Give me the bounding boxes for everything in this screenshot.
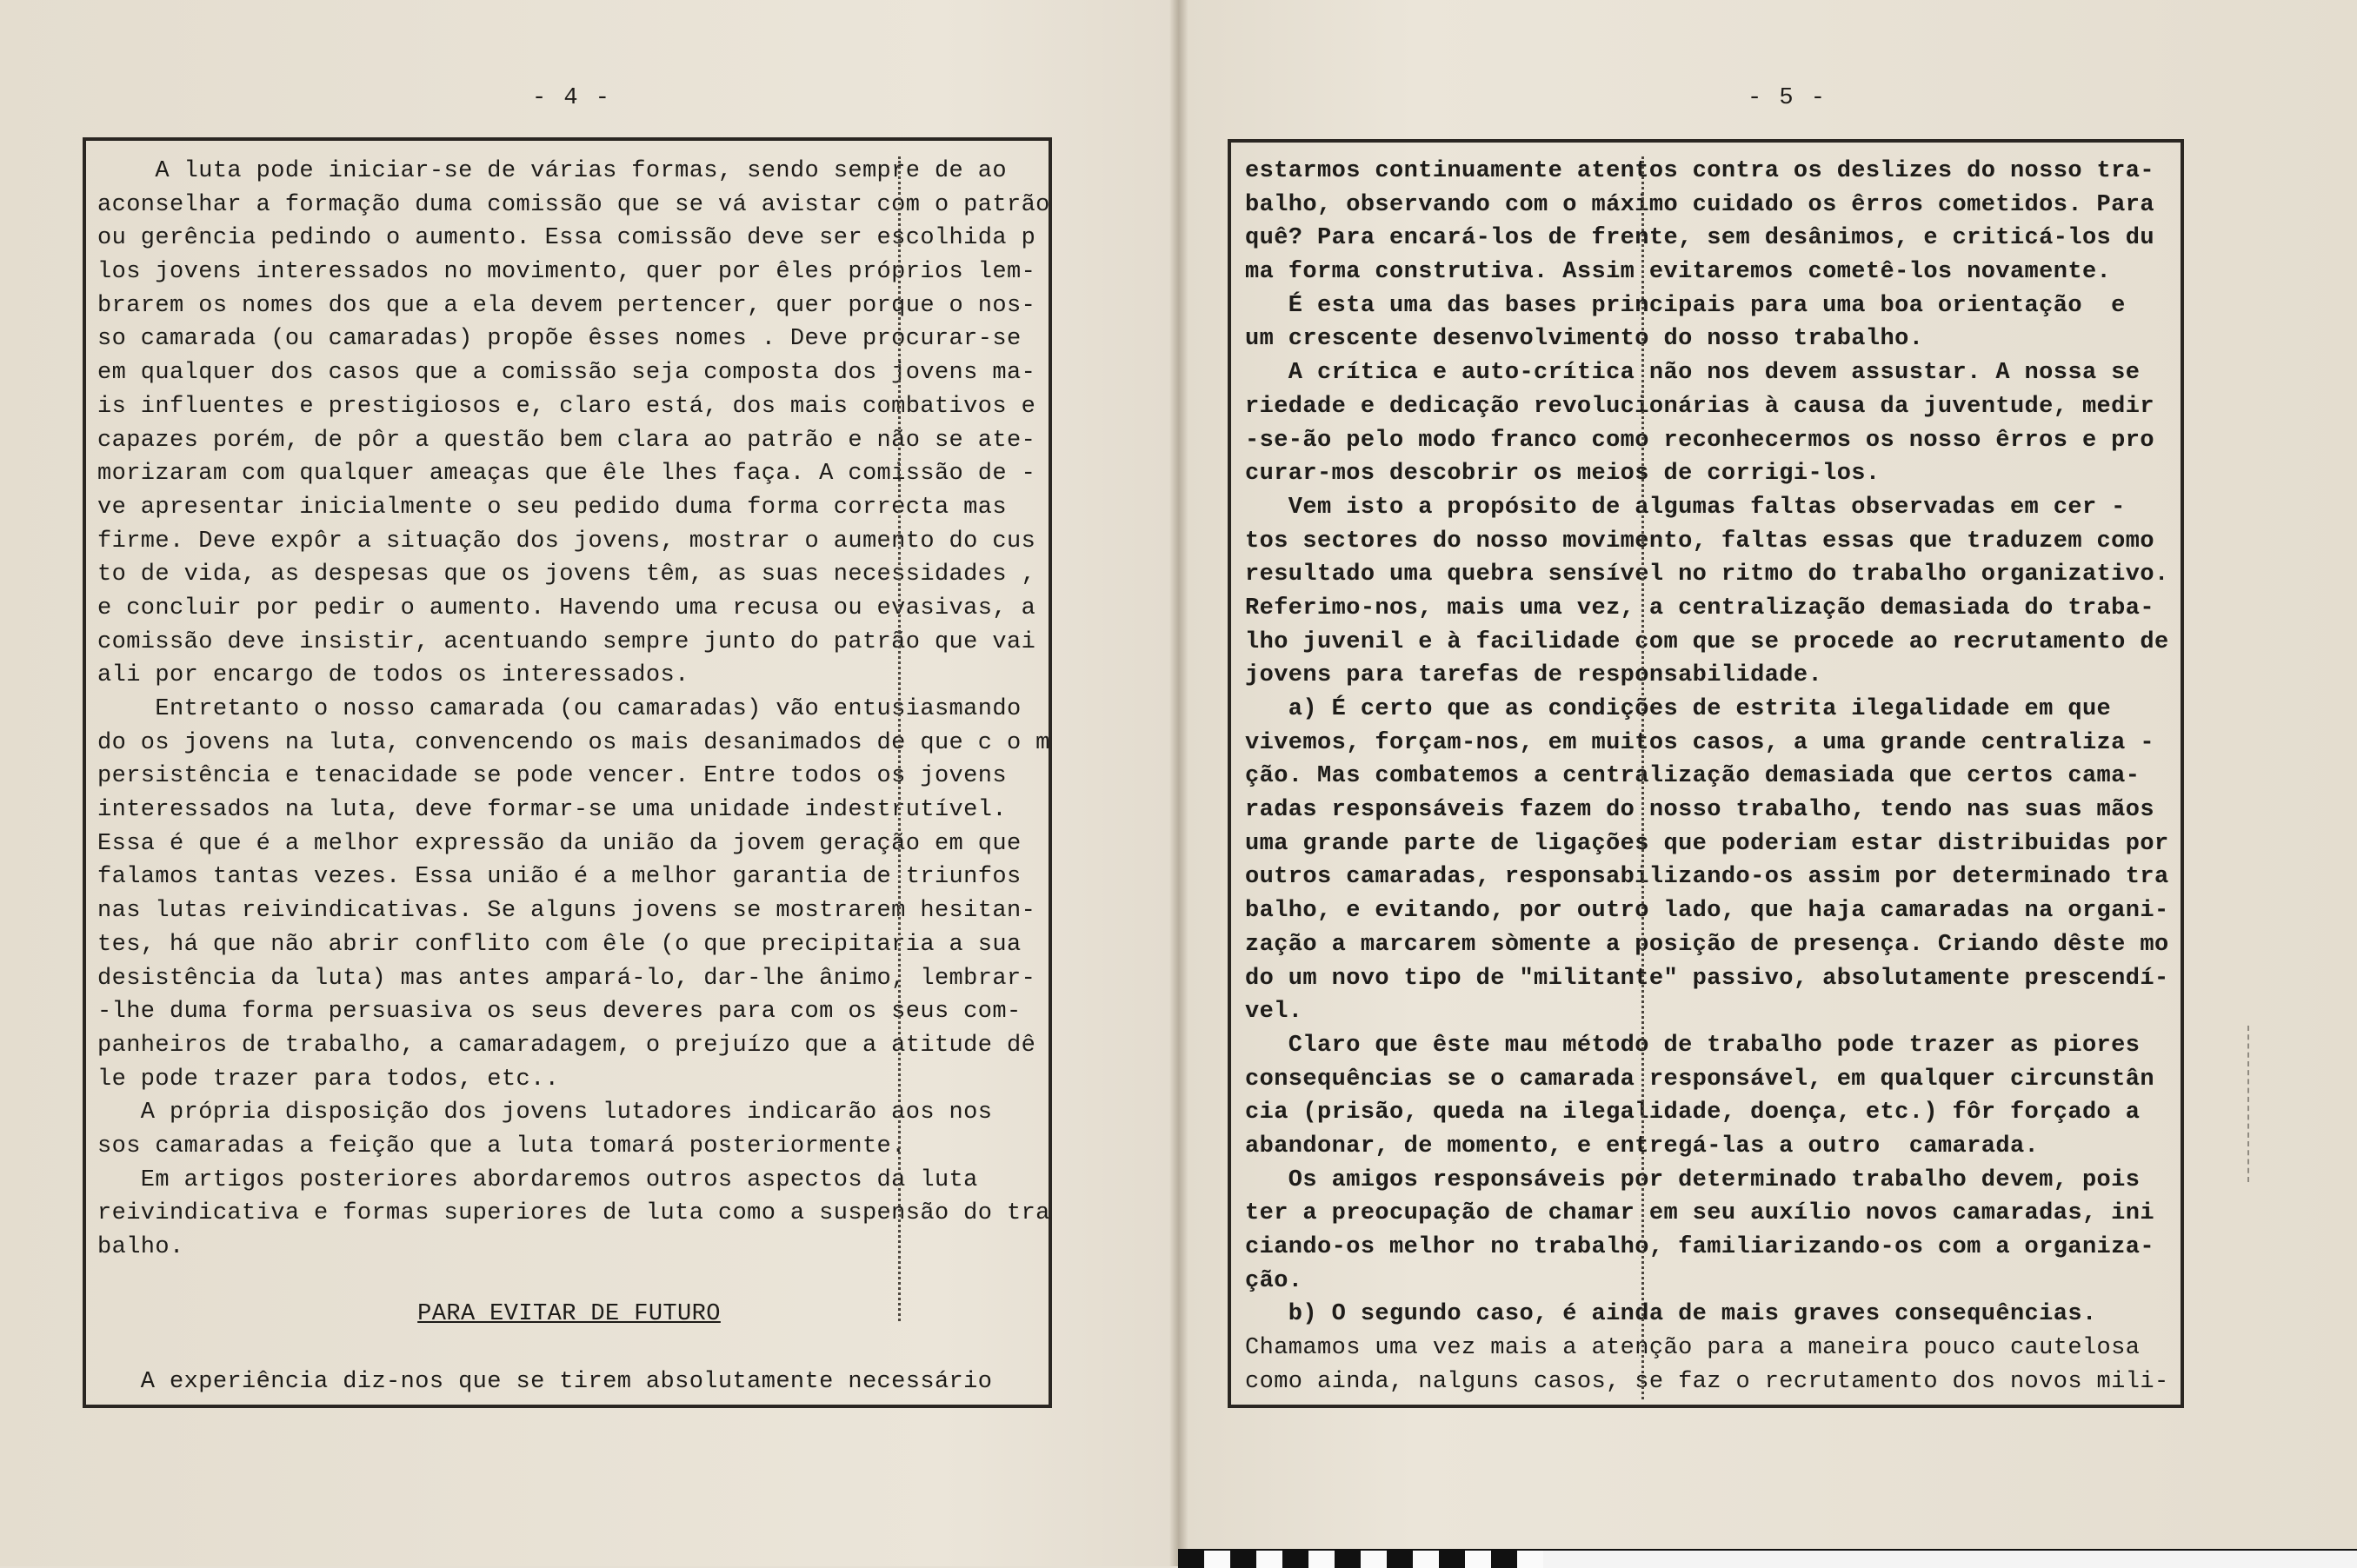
book-gutter: [1169, 0, 1188, 1566]
text-line: balho.: [97, 1234, 184, 1260]
text-line: Em artigos posteriores abordaremos outros aspectos da luta: [97, 1166, 978, 1193]
text-line: como ainda, nalguns casos, se faz o recrutamento dos novos mili-: [1245, 1368, 2169, 1395]
text-line: b) O segundo caso, é ainda de mais graves consequências.: [1245, 1301, 2097, 1328]
text-line: ali por encargo de todos os interessados.: [97, 662, 689, 689]
text-line: Entretanto o nosso camarada (ou camaradas) vão entusiasmando: [97, 696, 1022, 722]
text-line: sos camaradas a feição que a luta tomará posteriormente.: [97, 1133, 906, 1159]
text-line: resultado uma quebra sensível no ritmo do trabalho organizativo.: [1245, 561, 2169, 588]
text-line: riedade e dedicação revolucionárias à causa da juventude, medir: [1245, 393, 2154, 420]
scale-bar-strip: [1543, 1549, 2357, 1568]
text-line: quê? Para encará-los de frente, sem desânimos, e criticá-los du: [1245, 225, 2154, 252]
text-line: uma grande parte de ligações que poderiam estar distribuidas por: [1245, 830, 2169, 857]
text-line: vel.: [1245, 999, 1303, 1026]
text-line: radas responsáveis fazem do nosso trabalho, tendo nas suas mãos: [1245, 797, 2154, 824]
text-line: capazes porém, de pôr a questão bem clara ao patrão e não se ate-: [97, 427, 1036, 454]
text-line: jovens para tarefas de responsabilidade.: [1245, 662, 1823, 689]
text-line: nas lutas reivindicativas. Se alguns jovens se mostrarem hesitan-: [97, 898, 1036, 925]
text-line: morizaram com qualquer ameaças que êle lhes faça. A comissão de -: [97, 461, 1036, 488]
text-line: a) É certo que as condições de estrita ilegalidade em que: [1245, 696, 2112, 722]
margin-annotation-marks: [2247, 1026, 2260, 1182]
text-line: ção. Mas combatemos a centralização demasiada que certos cama-: [1245, 763, 2141, 790]
text-line: Referimo-nos, mais uma vez, a centralização demasiada do traba-: [1245, 595, 2154, 621]
text-line: [97, 1332, 1041, 1365]
text-line: persistência e tenacidade se pode vencer. Entre todos os jovens: [97, 763, 1007, 790]
text-line: vivemos, forçam-nos, em muitos casos, a uma grande centraliza -: [1245, 729, 2154, 756]
text-line: so camarada (ou camaradas) propõe êsses nomes . Deve procurar-se: [97, 326, 1022, 353]
text-line: tos sectores do nosso movimento, faltas essas que traduzem como: [1245, 528, 2154, 555]
text-line: A experiência diz-nos que se tirem absolutamente necessário: [97, 1368, 993, 1395]
text-line: le pode trazer para todos, etc..: [97, 1066, 560, 1093]
right-fold-mark: [1641, 156, 1644, 1399]
text-line: is influentes e prestigiosos e, claro está, dos mais combativos e: [97, 393, 1036, 420]
text-line: to de vida, as despesas que os jovens têm, as suas necessidades ,: [97, 561, 1036, 588]
text-line: ma forma construtiva. Assim evitaremos cometê-los novamente.: [1245, 259, 2112, 286]
text-line: -se-ão pelo modo franco como reconhecermos os nosso êrros e pro: [1245, 427, 2154, 454]
text-line: ve apresentar inicialmente o seu pedido duma forma correcta mas: [97, 494, 1007, 521]
text-line: um crescente desenvolvimento do nosso trabalho.: [1245, 326, 1924, 353]
text-line: estarmos continuamente atentos contra os deslizes do nosso tra-: [1245, 158, 2154, 184]
text-line: desistência da luta) mas antes ampará-lo, dar-lhe ânimo, lembrar-: [97, 965, 1036, 992]
text-line: comissão deve insistir, acentuando sempre junto do patrão que vai: [97, 628, 1036, 655]
text-line: Essa é que é a melhor expressão da união da jovem geração em que: [97, 830, 1022, 857]
text-line: balho, e evitando, por outro lado, que haja camaradas na organi-: [1245, 898, 2169, 925]
left-page-number: - 4 -: [532, 85, 612, 111]
text-line: Os amigos responsáveis por determinado trabalho devem, pois: [1245, 1166, 2141, 1193]
text-line: interessados na luta, deve formar-se uma unidade indestrutível.: [97, 797, 1007, 824]
text-line: A luta pode iniciar-se de várias formas, sendo sempre de ao: [97, 158, 1007, 184]
text-line: tes, há que não abrir conflito com êle (o que precipitaria a sua: [97, 931, 1022, 958]
text-line: e concluir por pedir o aumento. Havendo uma recusa ou evasivas, a: [97, 595, 1036, 621]
text-line: em qualquer dos casos que a comissão seja composta dos jovens ma-: [97, 360, 1036, 387]
right-page-text: [1245, 155, 2175, 1399]
right-page-number: - 5 -: [1748, 85, 1828, 111]
section-heading: PARA EVITAR DE FUTURO: [417, 1301, 721, 1328]
text-line: Claro que êste mau método de trabalho pode trazer as piores: [1245, 1032, 2141, 1059]
text-line: É esta uma das bases principais para uma boa orientação e: [1245, 292, 2126, 319]
text-line: cia (prisão, queda na ilegalidade, doença, etc.) fôr forçado a: [1245, 1100, 2141, 1126]
text-line: -lhe duma forma persuasiva os seus deveres para com os seus com-: [97, 999, 1022, 1026]
text-line: outros camaradas, responsabilizando-os assim por determinado tra: [1245, 864, 2169, 891]
text-line: lho juvenil e à facilidade com que se procede ao recrutamento de: [1245, 628, 2169, 655]
text-line: consequências se o camarada responsável, em qualquer circunstân: [1245, 1066, 2154, 1093]
text-line: zação a marcarem sòmente a posição de presença. Criando dêste mo: [1245, 931, 2169, 958]
text-line: brarem os nomes dos que a ela devem pertencer, quer porque o nos-: [97, 292, 1036, 319]
text-line: curar-mos descobrir os meios de corrigi-los.: [1245, 461, 1881, 488]
text-line: balho, observando com o máximo cuidado os êrros cometidos. Para: [1245, 191, 2154, 218]
text-line: aconselhar a formação duma comissão que se vá avistar com o patrão: [97, 191, 1050, 218]
text-line: Vem isto a propósito de algumas faltas observadas em cer -: [1245, 494, 2126, 521]
text-line: ter a preocupação de chamar em seu auxílio novos camaradas, ini: [1245, 1200, 2154, 1227]
text-line: do os jovens na luta, convencendo os mais desanimados de que c o m: [97, 729, 1050, 756]
text-line: ciando-os melhor no trabalho, familiarizando-os com a organiza-: [1245, 1234, 2154, 1260]
text-line: panheiros de trabalho, a camaradagem, o prejuízo que a atitude dê: [97, 1032, 1036, 1059]
left-fold-mark: [898, 156, 901, 1321]
text-line: ção.: [1245, 1267, 1303, 1294]
text-line: A crítica e auto-crítica não nos devem assustar. A nossa se: [1245, 360, 2141, 387]
text-line: falamos tantas vezes. Essa união é a melhor garantia de triunfos: [97, 864, 1022, 891]
color-scale-bar: [1178, 1549, 1543, 1568]
text-line: firme. Deve expôr a situação dos jovens, mostrar o aumento do cus: [97, 528, 1036, 555]
text-line: Chamamos uma vez mais a atenção para a maneira pouco cautelosa: [1245, 1335, 2141, 1362]
text-line: A própria disposição dos jovens lutadores indicarão aos nos: [97, 1100, 993, 1126]
text-line: reivindicativa e formas superiores de luta como a suspensão do tra: [97, 1200, 1050, 1227]
text-line: do um novo tipo de "militante" passivo, absolutamente prescendí-: [1245, 965, 2169, 992]
text-line: ou gerência pedindo o aumento. Essa comissão deve ser escolhida p: [97, 225, 1036, 252]
text-line: abandonar, de momento, e entregá-las a outro camarada.: [1245, 1133, 2040, 1159]
text-line: los jovens interessados no movimento, quer por êles próprios lem-: [97, 259, 1036, 286]
